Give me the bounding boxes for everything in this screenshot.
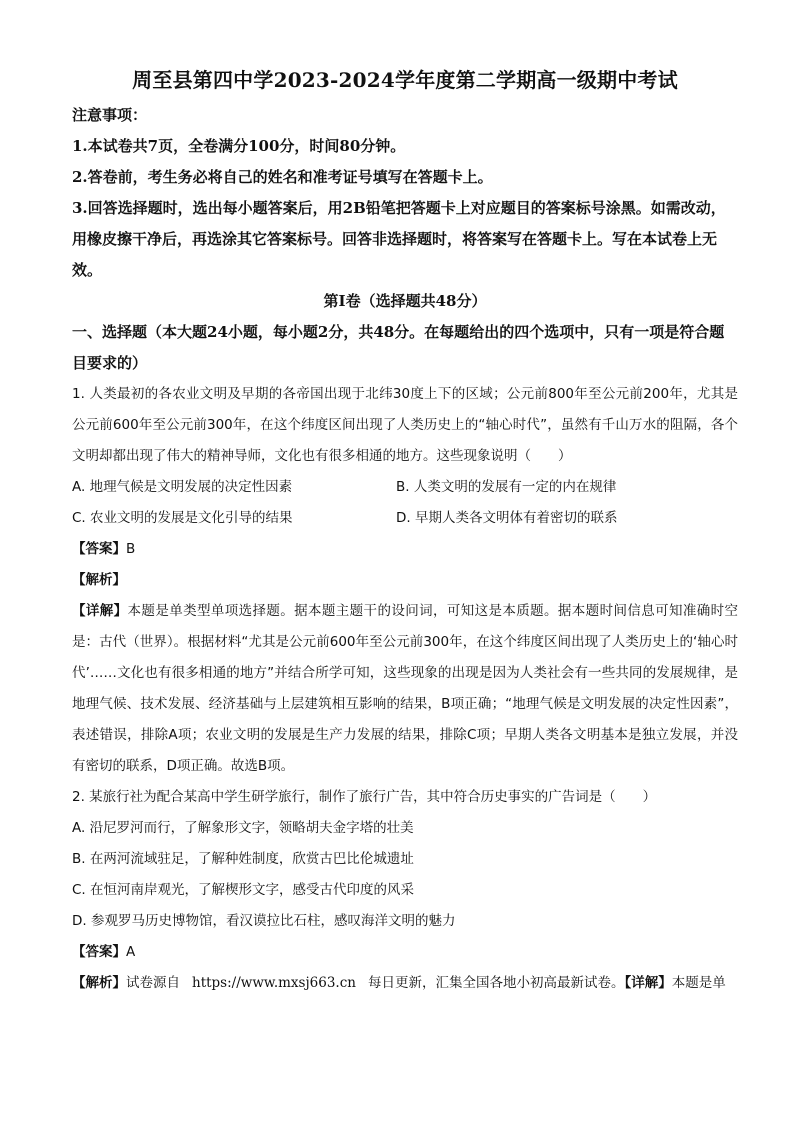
- option-d: D. 早期人类各文明体有着密切的联系: [396, 510, 618, 526]
- analysis-tag: 【解析】: [72, 572, 126, 588]
- section-title: 第Ⅰ卷（选择题共48分）: [323, 292, 487, 310]
- answer-value: A: [126, 944, 136, 960]
- source-text: 试卷源自: [126, 975, 180, 991]
- analysis-source-line: [72, 968, 738, 999]
- section-instruction: 一、选择题（本大题24小题，每小题2分，共48分。在每题给出的四个选项中，只有一项是符合题目要求的）: [72, 323, 725, 372]
- question-stem: 2. 某旅行社为配合某高中学生研学旅行，制作了旅行广告，其中符合历史事实的广告词是（ ）: [72, 789, 657, 805]
- answer-value: B: [126, 541, 136, 557]
- analysis-tag: 【解析】: [72, 975, 126, 991]
- notice-item: 2.答卷前，考生务必将自己的姓名和准考证号填写在答题卡上。: [72, 168, 493, 186]
- question-stem: 1. 人类最初的各农业文明及早期的各帝国出现于北纬30度上下的区域；公元前800年至公元前200年，尤其是公元前600年至公元前300年，在这个纬度区间出现了人类历史上的“轴心时代”，虽然有千山万水的阻隔，各个文明却都出现了伟大的精神导师，文化也有很多相通的地方。这些现象说明（ ）: [72, 386, 738, 464]
- analysis-line: [72, 565, 738, 596]
- question-options: [72, 472, 738, 534]
- question-options: [72, 813, 738, 937]
- option-c: C. 农业文明的发展是文化引导的结果: [72, 510, 293, 526]
- answer-tag: 【答案】: [72, 944, 126, 960]
- question-1: [72, 379, 738, 782]
- source-link[interactable]: https://www.mxsj663.cn: [192, 975, 356, 991]
- detail-tag: 【详解】: [72, 603, 128, 619]
- answer-line: [72, 937, 738, 968]
- option-b: B. 在两河流域驻足，了解种姓制度，欣赏古巴比伦城遗址: [72, 851, 414, 867]
- option-c: C. 在恒河南岸观光，了解楔形文字，感受古代印度的风采: [72, 882, 415, 898]
- answer-line: [72, 534, 738, 565]
- detail-text: 本题是单类型单项选择题。据本题主题干的设问词，可知这是本质题。据本题时间信息可知准确时空是：古代（世界）。根据材料“尤其是公元前600年至公元前300年，在这个纬度区间出现了人类历史上的‘轴心时代’……文化也有很多相通的地方”并结合所学可知，这些现象的出现是因为人类社会有一些共同的发展规律，是地理气候、技术发展、经济基础与上层建筑相互影响的结果，B项正确；“地理气候是文明发展的决定性因素”，表述错误，排除A项；农业文明的发展是生产力发展的结果，排除C项；早期人类各文明基本是独立发展，并没有密切的联系，D项正确。故选B项。: [72, 603, 739, 774]
- notice-item: 1.本试卷共7页，全卷满分100分，时间80分钟。: [72, 137, 406, 155]
- question-2: [72, 782, 738, 999]
- detail-tag: 【详解】: [624, 975, 672, 991]
- option-b: B. 人类文明的发展有一定的内在规律: [396, 479, 617, 495]
- notice-items: [72, 131, 738, 286]
- source-tail: 每日更新，汇集全国各地小初高最新试卷。: [367, 975, 625, 991]
- notice-section: [72, 100, 738, 286]
- option-a: A. 沿尼罗河而行，了解象形文字，领略胡夫金字塔的壮美: [72, 820, 414, 836]
- detail-start: 本题是单: [671, 975, 726, 991]
- detail-paragraph: [72, 596, 738, 782]
- option-d: D. 参观罗马历史博物馆，看汉谟拉比石柱，感叹海洋文明的魅力: [72, 913, 456, 929]
- option-a: A. 地理气候是文明发展的决定性因素: [72, 479, 293, 495]
- notice-heading: 注意事项：: [72, 106, 148, 124]
- notice-item: 3.回答选择题时，选出每小题答案后，用2B铅笔把答题卡上对应题目的答案标号涂黑。如需改动，用橡皮擦干净后，再选涂其它答案标号。回答非选择题时，将答案写在答题卡上。写在本试卷上无效。: [72, 199, 726, 279]
- exam-title: 周至县第四中学2023-2024学年度第二学期高一级期中考试: [132, 68, 678, 92]
- answer-tag: 【答案】: [72, 541, 126, 557]
